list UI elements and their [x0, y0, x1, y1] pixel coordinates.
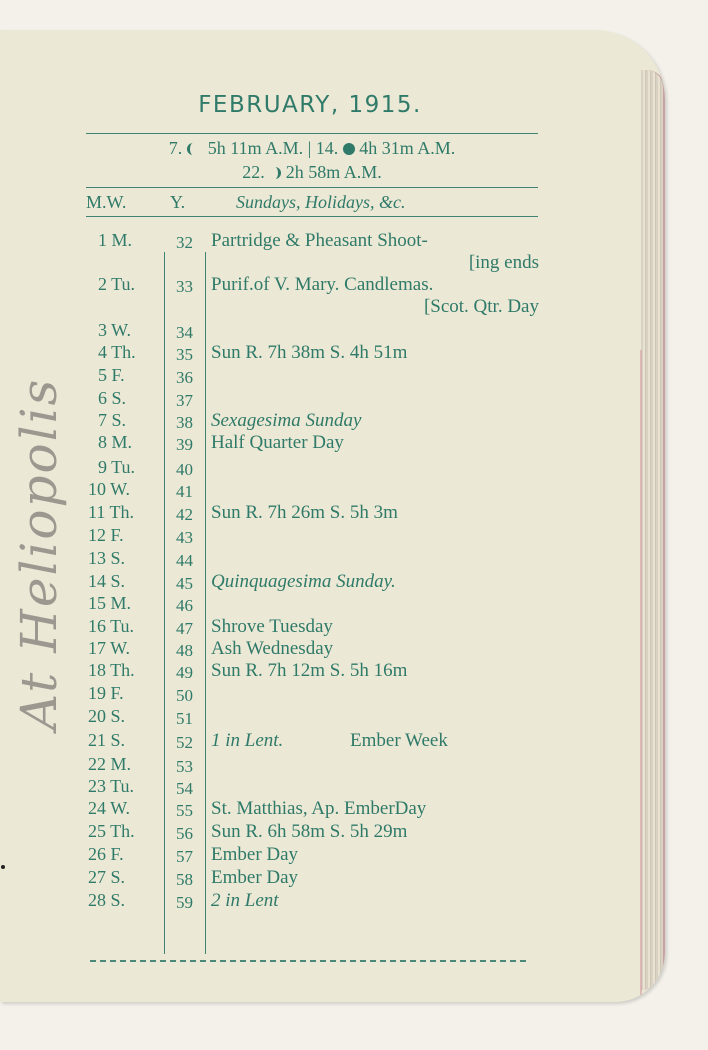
row-day: 25 Th.	[88, 821, 135, 841]
column-divider-1	[164, 252, 165, 954]
row-year-day: 47	[176, 619, 193, 638]
row-note: Sun R. 7h 12m S. 5h 16m	[211, 660, 408, 681]
row-year-day: 44	[176, 551, 193, 570]
row-day: 7 S.	[98, 410, 127, 430]
row-year-day: 52	[176, 733, 193, 752]
rule-header-top	[86, 187, 538, 188]
row-day: 17 W.	[88, 638, 131, 658]
phase-date-1: 7.	[168, 138, 183, 158]
row-note: Ember Day	[211, 844, 299, 865]
row-day: 10 W.	[88, 479, 131, 499]
row-day: 5 F.	[98, 365, 125, 385]
row-day: 23 Tu.	[88, 776, 135, 796]
column-header-y: Y.	[170, 192, 186, 212]
row-note: St. Matthias, Ap. EmberDay	[211, 798, 427, 819]
row-note: Half Quarter Day	[211, 432, 344, 453]
row-note: 2 in Lent	[211, 890, 279, 911]
row-note: Sun R. 7h 38m S. 4h 51m	[211, 342, 408, 363]
row-day: 14 S.	[88, 571, 126, 591]
row-note-extra: Ember Week	[350, 730, 448, 751]
row-day: 13 S.	[88, 548, 126, 568]
row-day: 2 Tu.	[98, 274, 136, 294]
row-day: 20 S.	[88, 706, 126, 726]
diary-page	[0, 30, 665, 1002]
row-day: 22 M.	[88, 754, 132, 774]
column-header-mw: M.W.	[86, 192, 127, 212]
row-note: Sun R. 6h 58m S. 5h 29m	[211, 821, 408, 842]
rule-header-bottom	[86, 216, 538, 217]
row-day: 26 F.	[88, 844, 124, 864]
rule-bottom	[90, 960, 526, 962]
row-note: Quinquagesima Sunday.	[211, 571, 396, 592]
row-day: 11 Th.	[88, 502, 135, 522]
row-year-day: 49	[176, 663, 193, 682]
phase-time-1: 5h 11m A.M.	[207, 138, 304, 158]
row-note-continuation: [Scot. Qtr. Day	[423, 296, 539, 317]
phase-date-2: 14.	[315, 138, 339, 158]
row-year-day: 58	[176, 870, 193, 889]
row-day: 16 Tu.	[88, 616, 135, 636]
row-year-day: 32	[176, 233, 193, 252]
row-year-day: 35	[176, 345, 193, 364]
ink-mark	[1, 865, 5, 869]
new-moon-icon	[343, 143, 355, 155]
row-note: 1 in Lent.	[211, 730, 284, 751]
row-year-day: 36	[176, 368, 193, 387]
rule-top	[86, 133, 538, 134]
row-day: 28 S.	[88, 890, 126, 910]
last-quarter-moon-icon	[187, 143, 199, 155]
row-note: Shrove Tuesday	[211, 616, 333, 637]
row-year-day: 43	[176, 528, 193, 547]
row-year-day: 38	[176, 413, 193, 432]
row-year-day: 45	[176, 574, 193, 593]
column-divider-2	[205, 252, 206, 954]
row-day: 15 M.	[88, 593, 132, 613]
row-year-day: 53	[176, 757, 193, 776]
row-day: 8 M.	[98, 432, 133, 452]
row-day: 21 S.	[88, 730, 126, 750]
row-year-day: 39	[176, 435, 193, 454]
row-year-day: 46	[176, 596, 193, 615]
row-note: Purif.of V. Mary. Candlemas.	[211, 274, 434, 295]
phase-date-3: 22.	[242, 162, 265, 182]
row-note-continuation: [ing ends	[468, 252, 539, 273]
row-year-day: 59	[176, 893, 193, 912]
row-year-day: 56	[176, 824, 193, 843]
row-day: 1 M.	[98, 230, 133, 250]
row-day: 24 W.	[88, 798, 131, 818]
row-year-day: 37	[176, 391, 193, 410]
page-edge	[641, 70, 665, 990]
moon-phase-line-1	[86, 137, 538, 159]
row-note: Sun R. 7h 26m S. 5h 3m	[211, 502, 398, 523]
phase-time-3: 2h 58m A.M.	[285, 162, 382, 182]
page-title: FEBRUARY, 1915.	[198, 92, 422, 118]
row-day: 19 F.	[88, 683, 124, 703]
row-year-day: 50	[176, 686, 193, 705]
handwritten-note: At Heliopolis	[10, 377, 68, 730]
row-year-day: 54	[176, 779, 193, 798]
row-year-day: 40	[176, 460, 193, 479]
row-day: 27 S.	[88, 867, 126, 887]
phase-separator: |	[307, 138, 312, 158]
row-note: Ash Wednesday	[211, 638, 334, 659]
row-day: 12 F.	[88, 525, 124, 545]
row-day: 9 Tu.	[98, 457, 136, 477]
row-year-day: 41	[176, 482, 193, 501]
row-day: 3 W.	[98, 320, 132, 340]
row-note: Partridge & Pheasant Shoot-	[211, 230, 428, 251]
first-quarter-moon-icon	[269, 167, 281, 179]
row-day: 18 Th.	[88, 660, 135, 680]
column-header-notes: Sundays, Holidays, &c.	[236, 192, 406, 212]
phase-time-2: 4h 31m A.M.	[359, 138, 456, 158]
moon-phase-line-2	[86, 161, 538, 183]
row-year-day: 55	[176, 801, 193, 820]
row-day: 4 Th.	[98, 342, 136, 362]
row-year-day: 33	[176, 277, 193, 296]
row-note: Sexagesima Sunday	[211, 410, 362, 431]
page-edge-stain	[640, 350, 642, 1002]
row-year-day: 57	[176, 847, 193, 866]
row-year-day: 42	[176, 505, 193, 524]
row-year-day: 51	[176, 709, 193, 728]
row-year-day: 48	[176, 641, 193, 660]
row-day: 6 S.	[98, 388, 127, 408]
row-year-day: 34	[176, 323, 193, 342]
row-note: Ember Day	[211, 867, 299, 888]
